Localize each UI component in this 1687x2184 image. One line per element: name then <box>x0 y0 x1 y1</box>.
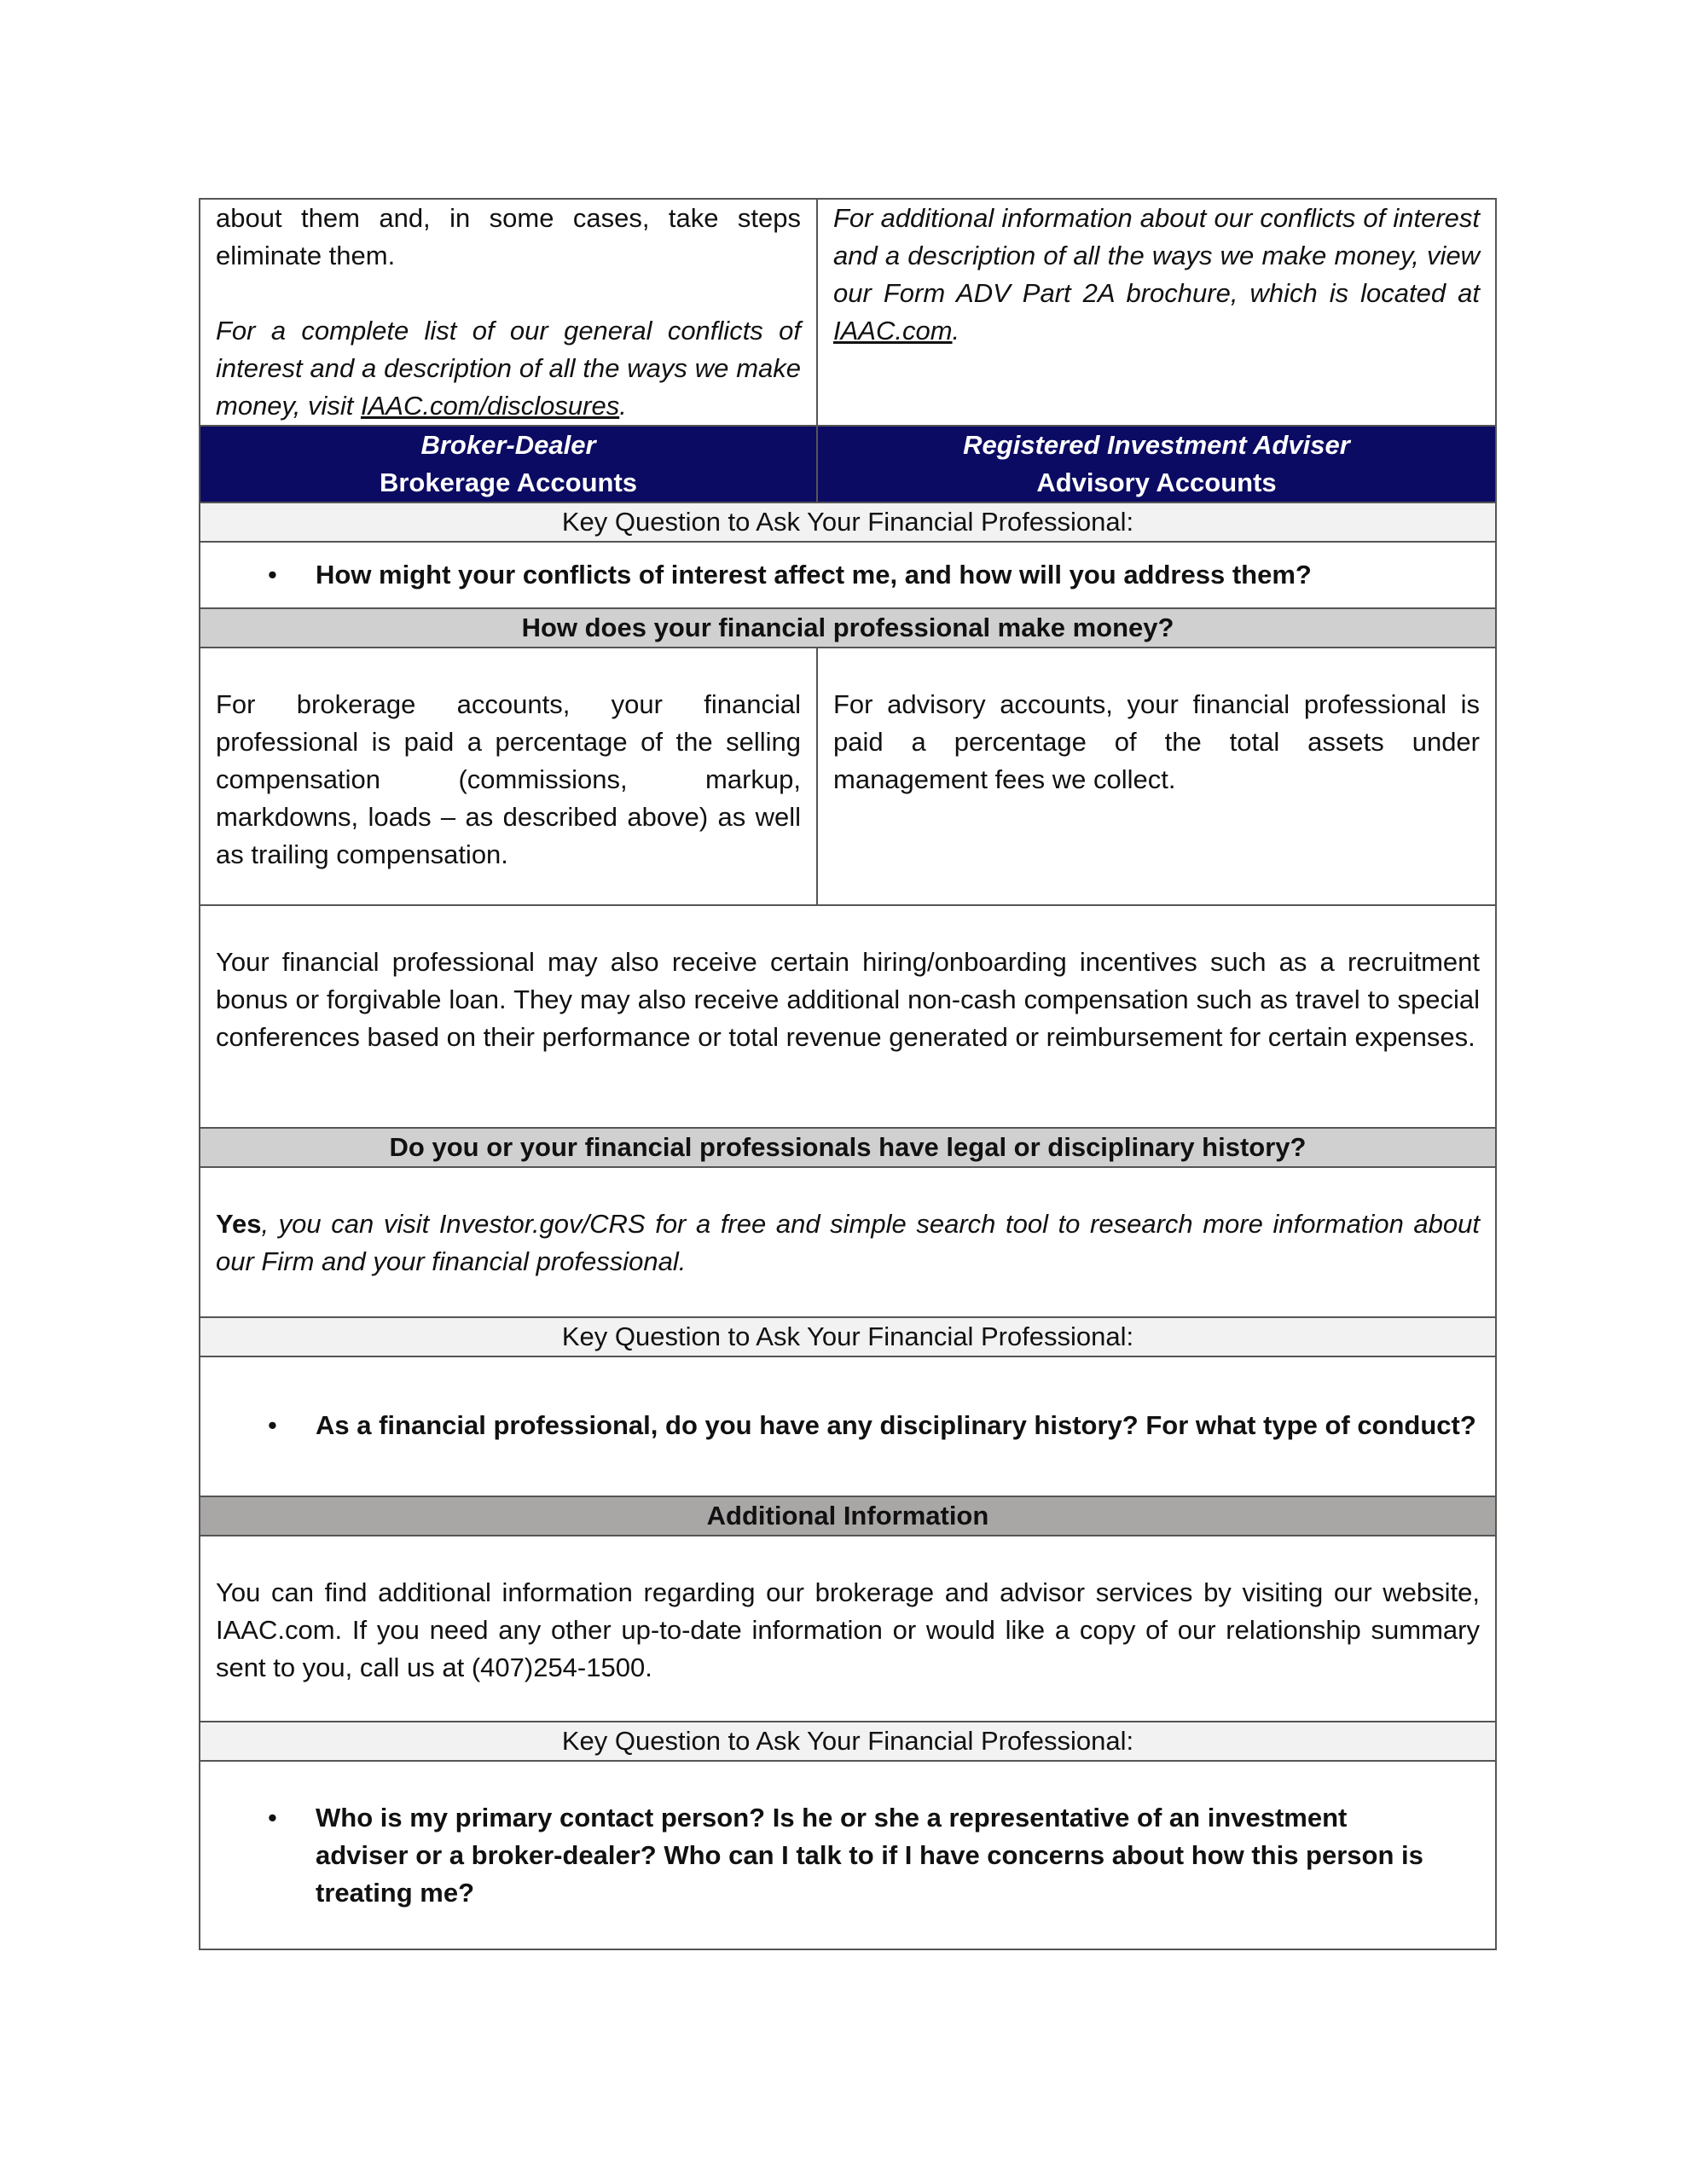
question-contact-item <box>268 1799 1446 1912</box>
money-columns-row <box>200 648 1496 905</box>
conflicts-right-cell <box>817 199 1496 426</box>
iaac-link[interactable]: IAAC.com <box>833 316 953 346</box>
conflicts-left-italic <box>216 312 801 425</box>
disclosures-link[interactable]: IAAC.com/disclosures <box>360 391 620 421</box>
question-conflicts-item <box>268 556 1480 594</box>
question-conflicts-text: How might your conflicts of interest affect me, and how will you address them? <box>316 560 1312 590</box>
advisory-compensation-text: For advisory accounts, your financial professional is paid a percentage of the total assets under management fees we collect. <box>817 648 1496 905</box>
bullet-icon: • <box>268 1410 277 1440</box>
question-contact-cell <box>200 1761 1496 1949</box>
question-contact-list <box>216 1799 1480 1912</box>
brokerage-accounts-title: Brokerage Accounts <box>379 468 638 497</box>
legal-answer-row <box>200 1167 1496 1317</box>
incentives-row <box>200 905 1496 1128</box>
account-type-header-row <box>200 426 1496 502</box>
question-disciplinary-row <box>200 1356 1496 1496</box>
conflicts-left-italic-text: For a complete list of our general conflicts of interest and a description of all the ways we make money, visit <box>216 316 801 421</box>
question-disciplinary-text: As a financial professional, do you have any disciplinary history? For what type of conduct? <box>316 1410 1476 1440</box>
conflicts-left-period: . <box>619 391 627 421</box>
question-conflicts-row <box>200 542 1496 608</box>
question-disciplinary-list <box>216 1407 1480 1444</box>
conflicts-row <box>200 199 1496 426</box>
conflicts-left-cell <box>200 199 817 426</box>
brokerage-compensation-text: For brokerage accounts, your financial professional is paid a percentage of the selling compensation (commissions, markup, markdowns, loads – as described above) as well as trailing compensation. <box>200 648 817 905</box>
bullet-icon: • <box>268 1803 277 1833</box>
advisory-accounts-title: Advisory Accounts <box>1036 468 1277 497</box>
legal-answer-cell <box>200 1167 1496 1317</box>
incentives-text: Your financial professional may also receive certain hiring/onboarding incentives such as a recruitment bonus or forgivable loan. They may also receive additional non-cash compensation such as travel to special conferences based on their performance or total revenue generated or reimbursement for certain expenses. <box>200 905 1496 1128</box>
broker-dealer-header <box>200 426 817 502</box>
legal-answer-text: , you can visit Investor.gov/CRS for a free and simple search tool to research more information about our Firm and your financial professional. <box>216 1209 1480 1276</box>
key-question-row-1 <box>200 502 1496 542</box>
investment-adviser-header <box>817 426 1496 502</box>
money-section-title: How does your financial professional make money? <box>200 608 1496 648</box>
key-question-label-3: Key Question to Ask Your Financial Professional: <box>200 1722 1496 1761</box>
broker-dealer-title: Broker-Dealer <box>420 430 596 460</box>
bullet-icon: • <box>268 560 277 590</box>
conflicts-right-period: . <box>952 316 960 346</box>
additional-info-text: You can find additional information regarding our brokerage and advisor services by visiting our website, IAAC.com. If you need any other up-to-date information or would like a copy of our relationship summary sent to you, call us at (407)254-1500. <box>200 1536 1496 1722</box>
additional-info-row <box>200 1536 1496 1722</box>
money-header-row <box>200 608 1496 648</box>
legal-header-row <box>200 1128 1496 1167</box>
question-conflicts-cell <box>200 542 1496 608</box>
question-contact-row <box>200 1761 1496 1949</box>
key-question-label-2: Key Question to Ask Your Financial Professional: <box>200 1317 1496 1356</box>
relationship-summary-page <box>199 198 1495 1950</box>
additional-section-title: Additional Information <box>200 1496 1496 1536</box>
key-question-label-1: Key Question to Ask Your Financial Professional: <box>200 502 1496 542</box>
key-question-row-3 <box>200 1722 1496 1761</box>
question-conflicts-list <box>216 556 1480 594</box>
conflicts-left-text: about them and, in some cases, take steps eliminate them. <box>216 203 801 270</box>
legal-section-title: Do you or your financial professionals have legal or disciplinary history? <box>200 1128 1496 1167</box>
investment-adviser-title: Registered Investment Adviser <box>963 430 1350 460</box>
question-contact-text: Who is my primary contact person? Is he or she a representative of an investment adviser or a broker-dealer? Who can I talk to if I have concerns about how this person is treating me? <box>316 1803 1423 1908</box>
question-disciplinary-item <box>268 1407 1480 1444</box>
conflicts-right-text: For additional information about our conflicts of interest and a description of all the ways we make money, view our Form ADV Part 2A brochure, which is located at <box>833 203 1480 308</box>
relationship-summary-table <box>199 198 1497 1950</box>
question-disciplinary-cell <box>200 1356 1496 1496</box>
additional-header-row <box>200 1496 1496 1536</box>
legal-answer-yes: Yes <box>216 1209 262 1239</box>
key-question-row-2 <box>200 1317 1496 1356</box>
